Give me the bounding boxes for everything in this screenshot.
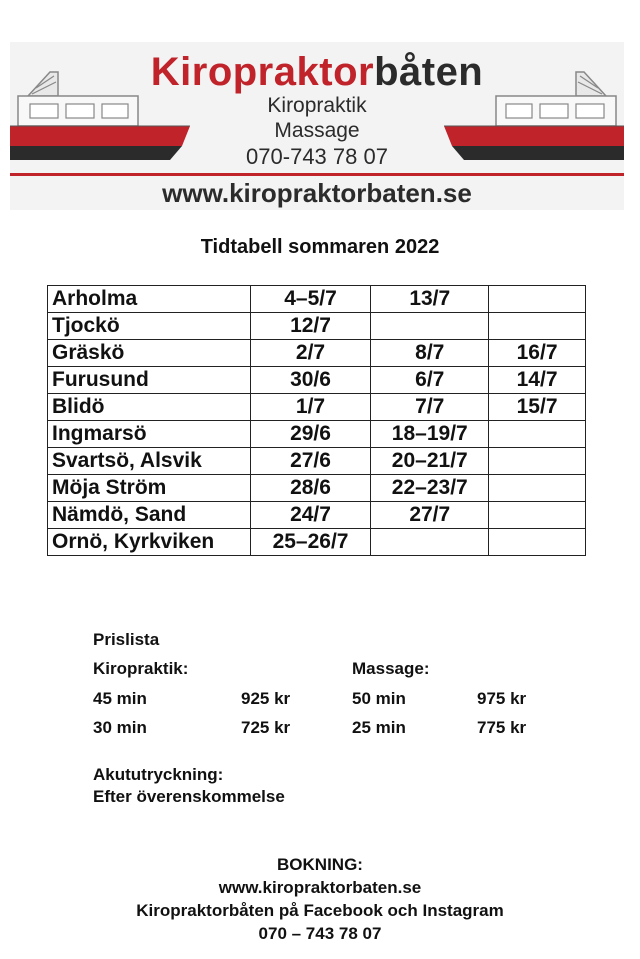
service-massage: Massage [274, 119, 360, 142]
booking-section [0, 853, 640, 945]
schedule-date: 27/6 [250, 448, 371, 475]
schedule-row [48, 367, 586, 394]
schedule-date: 13/7 [371, 286, 489, 313]
massage-price: 775 kr [477, 718, 527, 737]
schedule-date [371, 313, 489, 340]
schedule-date: 6/7 [371, 367, 489, 394]
schedule-date [489, 286, 586, 313]
price-heading: Prislista [93, 630, 160, 649]
massage-price: 975 kr [477, 689, 527, 708]
schedule-date: 4–5/7 [250, 286, 371, 313]
schedule-date [489, 313, 586, 340]
schedule-date: 15/7 [489, 394, 586, 421]
schedule-place: Möja Ström [48, 475, 251, 502]
header-banner [10, 42, 624, 210]
schedule-date [489, 421, 586, 448]
schedule-place: Nämdö, Sand [48, 502, 251, 529]
schedule-row [48, 502, 586, 529]
schedule-place: Svartsö, Alsvik [48, 448, 251, 475]
schedule-place: Tjockö [48, 313, 251, 340]
massage-duration: 50 min [352, 689, 406, 708]
schedule-row [48, 448, 586, 475]
schedule-date: 22–23/7 [371, 475, 489, 502]
schedule-place: Blidö [48, 394, 251, 421]
schedule-date: 30/6 [250, 367, 371, 394]
booking-website: www.kiropraktorbaten.se [218, 878, 422, 897]
brand-title [10, 48, 624, 96]
booking-phone: 070 – 743 78 07 [258, 924, 382, 943]
chiro-label: Kiropraktik: [93, 659, 189, 678]
schedule-place: Ornö, Kyrkviken [48, 529, 251, 556]
chiro-duration: 45 min [93, 689, 147, 708]
header-phone: 070-743 78 07 [246, 144, 388, 169]
chiro-price: 925 kr [241, 689, 291, 708]
booking-social: Kiropraktorbåten på Facebook och Instagram [136, 901, 504, 920]
schedule-date: 28/6 [250, 475, 371, 502]
schedule-row [48, 475, 586, 502]
schedule-date: 7/7 [371, 394, 489, 421]
schedule-date: 20–21/7 [371, 448, 489, 475]
schedule-date: 25–26/7 [250, 529, 371, 556]
schedule-date: 24/7 [250, 502, 371, 529]
schedule-date [489, 529, 586, 556]
schedule-date [489, 448, 586, 475]
schedule-date: 12/7 [250, 313, 371, 340]
schedule-date [489, 502, 586, 529]
schedule-date: 29/6 [250, 421, 371, 448]
schedule-place: Furusund [48, 367, 251, 394]
schedule-place: Arholma [48, 286, 251, 313]
schedule-date [371, 529, 489, 556]
emergency-text: Efter överenskommelse [93, 787, 285, 806]
massage-label: Massage: [352, 659, 430, 678]
chiro-duration: 30 min [93, 718, 147, 737]
emergency-label: Akututryckning: [93, 765, 224, 784]
header-website: www.kiropraktorbaten.se [162, 178, 472, 208]
schedule-row [48, 394, 586, 421]
schedule-date: 1/7 [250, 394, 371, 421]
schedule-date: 8/7 [371, 340, 489, 367]
chiro-price: 725 kr [241, 718, 291, 737]
schedule-date: 16/7 [489, 340, 586, 367]
brand-part-dark: båten [374, 50, 484, 94]
header-divider [10, 173, 624, 176]
schedule-date: 14/7 [489, 367, 586, 394]
service-chiropractic: Kiropraktik [267, 94, 367, 117]
booking-heading: BOKNING: [277, 855, 363, 874]
schedule-date: 2/7 [250, 340, 371, 367]
schedule-table [47, 285, 586, 556]
schedule-title: Tidtabell sommaren 2022 [200, 236, 440, 258]
schedule-row [48, 340, 586, 367]
brand-part-red: Kiropraktor [150, 50, 375, 94]
schedule-place: Ingmarsö [48, 421, 251, 448]
schedule-row [48, 421, 586, 448]
schedule-row [48, 313, 586, 340]
schedule-date [489, 475, 586, 502]
schedule-place: Gräskö [48, 340, 251, 367]
schedule-row [48, 529, 586, 556]
massage-duration: 25 min [352, 718, 406, 737]
schedule-date: 18–19/7 [371, 421, 489, 448]
schedule-date: 27/7 [371, 502, 489, 529]
schedule-row [48, 286, 586, 313]
